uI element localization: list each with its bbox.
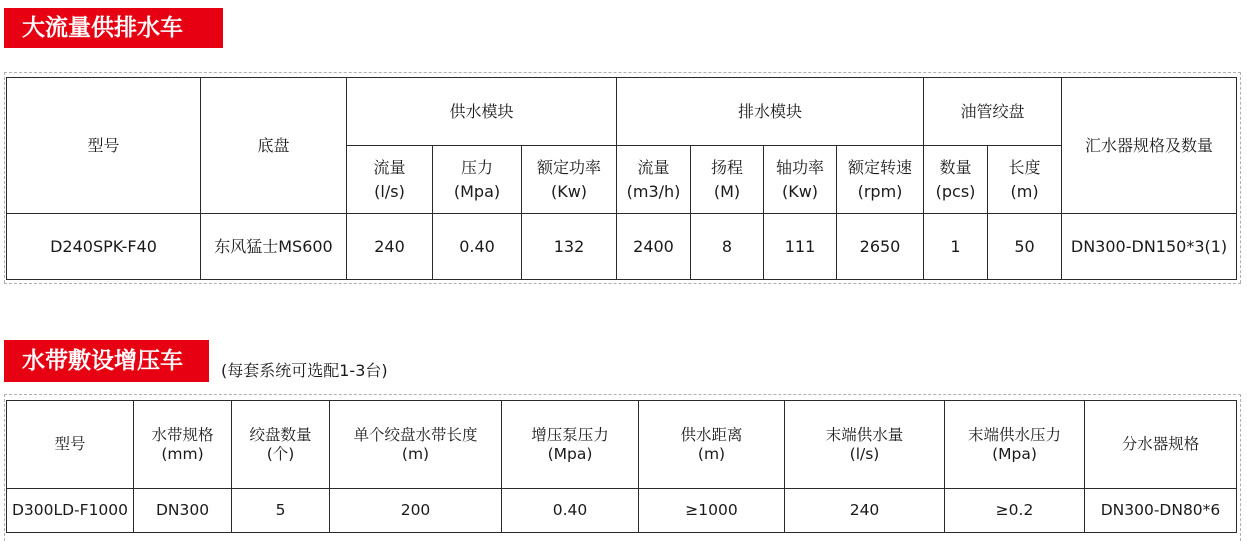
divider-line — [1240, 72, 1241, 283]
header-model: 型号 — [7, 78, 201, 214]
cell-manifold-spec: DN300-DN80*6 — [1085, 489, 1237, 533]
header-collector: 汇水器规格及数量 — [1062, 78, 1237, 214]
header-reel-qty: 数量 (pcs) — [924, 146, 988, 214]
header-manifold-spec: 分水器规格 — [1085, 401, 1237, 489]
divider-line — [4, 72, 1241, 73]
header-booster-pressure: 增压泵压力 (Mpa) — [502, 401, 639, 489]
supply-drain-spec-table — [6, 77, 1237, 280]
header-chassis: 底盘 — [201, 78, 347, 214]
cell-supply-flow: 240 — [347, 214, 433, 280]
cell-supply-pressure: 0.40 — [433, 214, 522, 280]
table-row — [7, 489, 1237, 533]
header-drain-speed: 额定转速 (rpm) — [837, 146, 924, 214]
cell-supply-power: 132 — [522, 214, 617, 280]
table-row — [7, 214, 1237, 280]
cell-end-pressure: ≥0.2 — [945, 489, 1085, 533]
cell-reel-qty: 1 — [924, 214, 988, 280]
cell-chassis: 东风猛士MS600 — [201, 214, 347, 280]
divider-line — [4, 394, 1241, 395]
cell-supply-distance: ≥1000 — [639, 489, 785, 533]
header-hose-length-per-reel: 单个绞盘水带长度 (m) — [330, 401, 502, 489]
divider-line — [4, 72, 5, 283]
header-drain-module: 排水模块 — [617, 78, 924, 146]
cell-collector: DN300-DN150*3(1) — [1062, 214, 1237, 280]
hose-laying-spec-table — [6, 400, 1237, 533]
section-title-hose-laying-booster-truck: 水带敷设增压车 — [4, 340, 209, 382]
header-end-pressure: 末端供水压力 (Mpa) — [945, 401, 1085, 489]
header-drain-shaft-power: 轴功率 (Kw) — [764, 146, 837, 214]
header-model: 型号 — [7, 401, 134, 489]
header-reel-count: 绞盘数量 (个) — [232, 401, 330, 489]
header-end-flow: 末端供水量 (l/s) — [785, 401, 945, 489]
header-supply-distance: 供水距离 (m) — [639, 401, 785, 489]
cell-model: D240SPK-F40 — [7, 214, 201, 280]
header-supply-pressure: 压力 (Mpa) — [433, 146, 522, 214]
cell-model: D300LD-F1000 — [7, 489, 134, 533]
section-title-supply-drain-truck: 大流量供排水车 — [4, 8, 223, 48]
divider-line — [1240, 394, 1241, 541]
header-hose-reel: 油管绞盘 — [924, 78, 1062, 146]
header-supply-flow: 流量 (l/s) — [347, 146, 433, 214]
header-drain-head: 扬程 (M) — [691, 146, 764, 214]
header-hose-spec: 水带规格 (mm) — [134, 401, 232, 489]
header-reel-length: 长度 (m) — [988, 146, 1062, 214]
section-note: (每套系统可选配1-3台) — [221, 361, 388, 380]
cell-drain-flow: 2400 — [617, 214, 691, 280]
cell-hose-length-per-reel: 200 — [330, 489, 502, 533]
header-drain-flow: 流量 (m3/h) — [617, 146, 691, 214]
divider-line — [4, 394, 5, 541]
divider-line — [4, 283, 1241, 284]
cell-drain-speed: 2650 — [837, 214, 924, 280]
header-supply-power: 额定功率 (Kw) — [522, 146, 617, 214]
cell-drain-shaft-power: 111 — [764, 214, 837, 280]
header-supply-module: 供水模块 — [347, 78, 617, 146]
cell-booster-pressure: 0.40 — [502, 489, 639, 533]
cell-drain-head: 8 — [691, 214, 764, 280]
cell-reel-length: 50 — [988, 214, 1062, 280]
cell-reel-count: 5 — [232, 489, 330, 533]
cell-end-flow: 240 — [785, 489, 945, 533]
cell-hose-spec: DN300 — [134, 489, 232, 533]
